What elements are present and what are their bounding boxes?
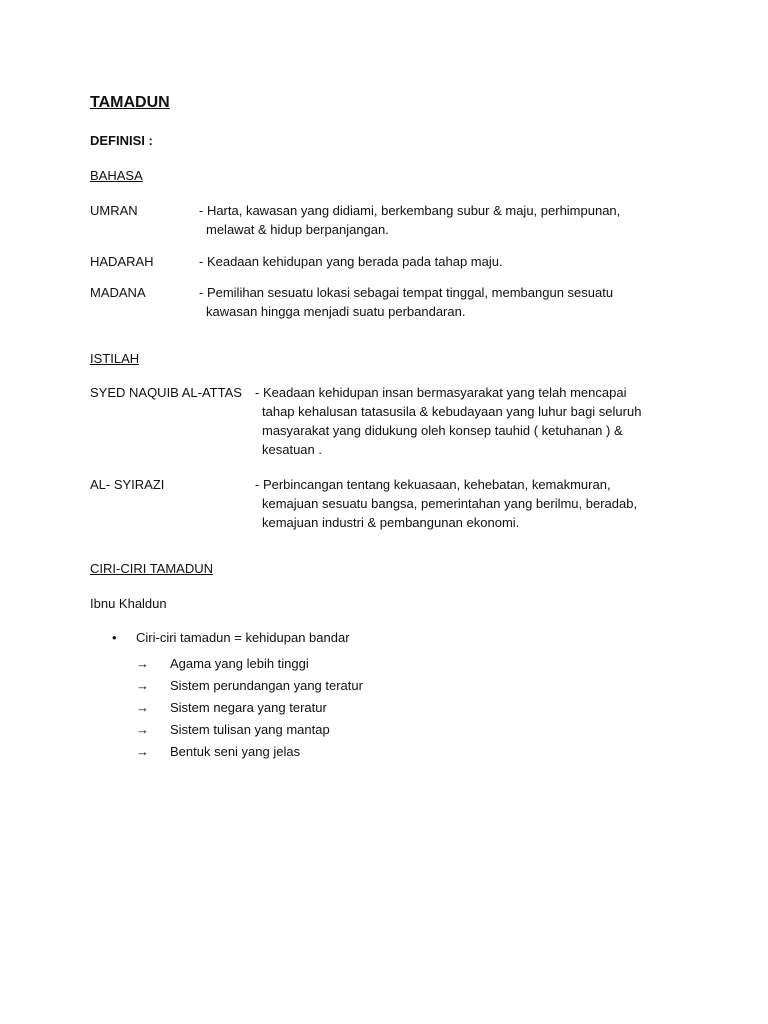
definition-line: masyarakat yang didukung oleh konsep tauhid ( ketuhanan ) & <box>262 423 623 438</box>
definition-hadarah <box>199 252 503 271</box>
section-heading-ciri-ciri: CIRI-CIRI TAMADUN <box>90 561 214 576</box>
term-umran: UMRAN <box>90 203 138 218</box>
definition-line: melawat & hidup berpanjangan. <box>206 222 389 237</box>
author-ibnu-khaldun: Ibnu Khaldun <box>90 596 167 611</box>
bullet-item: Ciri-ciri tamadun = kehidupan bandar <box>136 630 350 645</box>
arrow-right-icon: → <box>136 656 149 671</box>
list-item-text: Bentuk seni yang jelas <box>170 744 301 759</box>
definition-line: - Pemilihan sesuatu lokasi sebagai tempat tinggal, membangun sesuatu <box>199 285 614 300</box>
definition-line: kesatuan . <box>262 442 322 457</box>
ciri-sub-list <box>136 653 363 763</box>
section-heading-istilah: ISTILAH <box>90 351 140 366</box>
definition-line: kemajuan industri & pembangunan ekonomi. <box>262 515 520 530</box>
list-item <box>136 719 363 741</box>
arrow-right-icon: → <box>136 722 149 737</box>
definition-al-syirazi <box>255 475 637 532</box>
term-hadarah: HADARAH <box>90 254 154 269</box>
definition-syed-naquib <box>255 383 641 459</box>
list-item <box>136 675 363 697</box>
term-syed-naquib: SYED NAQUIB AL-ATTAS <box>90 385 242 400</box>
definisi-label: DEFINISI : <box>90 133 153 148</box>
list-item <box>136 697 363 719</box>
definition-line: - Harta, kawasan yang didiami, berkembang subur & maju, perhimpunan, <box>199 203 621 218</box>
list-item-text: Agama yang lebih tinggi <box>170 656 309 671</box>
bullet-dot: • <box>112 630 117 645</box>
definition-line: kawasan hingga menjadi suatu perbandaran. <box>206 304 466 319</box>
list-item-text: Sistem negara yang teratur <box>170 700 327 715</box>
list-item-text: Sistem tulisan yang mantap <box>170 722 330 737</box>
definition-umran <box>199 201 620 239</box>
arrow-right-icon: → <box>136 678 149 693</box>
arrow-right-icon: → <box>136 700 149 715</box>
list-item <box>136 741 363 763</box>
definition-line: - Keadaan kehidupan yang berada pada tahap maju. <box>199 254 503 269</box>
definition-line: - Keadaan kehidupan insan bermasyarakat yang telah mencapai <box>255 385 627 400</box>
definition-line: kemajuan sesuatu bangsa, pemerintahan yang berilmu, beradab, <box>262 496 638 511</box>
section-heading-bahasa: BAHASA <box>90 168 143 183</box>
list-item-text: Sistem perundangan yang teratur <box>170 678 363 693</box>
arrow-right-icon: → <box>136 744 149 759</box>
definition-line: - Perbincangan tentang kekuasaan, kehebatan, kemakmuran, <box>255 477 611 492</box>
term-madana: MADANA <box>90 285 146 300</box>
definition-madana <box>199 283 613 321</box>
term-al-syirazi: AL- SYIRAZI <box>90 477 165 492</box>
list-item <box>136 653 363 675</box>
definition-line: tahap kehalusan tatasusila & kebudayaan yang luhur bagi seluruh <box>262 404 642 419</box>
document-title: TAMADUN <box>90 94 170 111</box>
